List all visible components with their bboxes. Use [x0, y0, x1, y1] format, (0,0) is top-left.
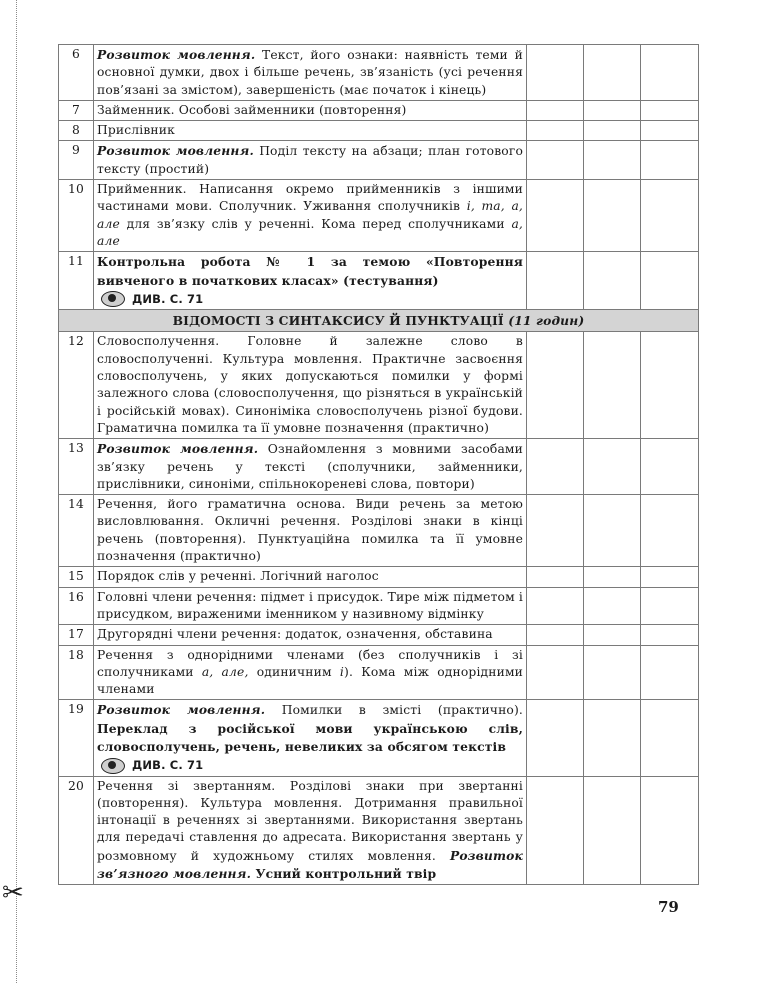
- table-row: [59, 121, 699, 141]
- table-row: [59, 100, 699, 120]
- empty-cell: [584, 625, 641, 645]
- table-row: [59, 587, 699, 625]
- empty-cell: [527, 587, 584, 625]
- topic-text: Порядок слів у реченні. Логічний наголос: [97, 569, 379, 584]
- empty-cell: [527, 567, 584, 587]
- topic-text: а, але: [97, 216, 523, 248]
- topic-text: Поділ тексту на абзаци; план готового тексту (простий): [97, 144, 523, 176]
- topic-text: Контрольна робота № 1 за темою «Повторення вивченого в початкових класах» (тестування): [97, 254, 523, 288]
- topic-text: Речення зі звертанням. Розділові знаки при звертанні (повторення). Культура мовлення. Дотримання правильної інтонації в реченнях зі звертаннями. Використання звертань для передачі ставлення до адресата. Використання звертань у розмовному й художньому стилях мовлення.: [97, 778, 523, 863]
- table-row: [59, 776, 699, 885]
- lesson-number: 20: [59, 776, 94, 885]
- empty-cell: [641, 121, 699, 141]
- empty-cell: [584, 495, 641, 567]
- topic-text: для зв’язку слів у реченні. Кома перед сполучниками: [119, 216, 512, 231]
- empty-cell: [527, 141, 584, 180]
- empty-cell: [527, 100, 584, 120]
- empty-cell: [584, 180, 641, 252]
- empty-cell: [641, 45, 699, 101]
- lesson-number: 18: [59, 645, 94, 700]
- empty-cell: [641, 587, 699, 625]
- section-hours: (11 годин): [508, 313, 585, 329]
- topic-text: Прийменник. Написання окремо прийменників з іншими частинами мови. Сполучник. Уживання сполучників: [97, 182, 523, 214]
- topic-text: Другорядні члени речення: додаток, означення, обставина: [97, 627, 493, 642]
- lesson-number: 17: [59, 625, 94, 645]
- lesson-number: 14: [59, 495, 94, 567]
- empty-cell: [641, 645, 699, 700]
- section-header-row: [59, 310, 699, 332]
- empty-cell: [527, 439, 584, 495]
- topic-text: Помилки в змісті (практично).: [265, 703, 523, 718]
- lesson-topic: [94, 100, 527, 120]
- empty-cell: [641, 700, 699, 776]
- lesson-number: 8: [59, 121, 94, 141]
- scissors-icon: ✂: [2, 878, 24, 908]
- empty-cell: [584, 252, 641, 310]
- table-row: [59, 252, 699, 310]
- topic-text: Текст, його ознаки: наявність теми й основної думки, двох і більше речень, зв’язаність (усі речення пов’язані за змістом), завершеність (має початок і кінець): [97, 48, 523, 97]
- lesson-topic: [94, 252, 527, 310]
- empty-cell: [584, 121, 641, 141]
- table-row: [59, 45, 699, 101]
- empty-cell: [527, 45, 584, 101]
- topic-text: Речення, його граматична основа. Види речень за метою висловлювання. Окличні речення. Розділові знаки в кінці речень (повторення). Пунктуаційна помилка та її умовне позначення (практично): [97, 497, 523, 564]
- table-row: [59, 180, 699, 252]
- empty-cell: [641, 495, 699, 567]
- empty-cell: [641, 625, 699, 645]
- empty-cell: [584, 587, 641, 625]
- empty-cell: [527, 180, 584, 252]
- topic-text: одиничним: [248, 664, 340, 679]
- empty-cell: [584, 567, 641, 587]
- section-header: [59, 310, 699, 332]
- topic-text: Розвиток мовлення.: [97, 143, 254, 159]
- table-row: [59, 567, 699, 587]
- lesson-number: 12: [59, 332, 94, 439]
- lesson-topic: [94, 439, 527, 495]
- empty-cell: [641, 252, 699, 310]
- empty-cell: [527, 700, 584, 776]
- lesson-topic: [94, 776, 527, 885]
- table-row: [59, 645, 699, 700]
- topic-text: ). Кома між однорідними членами: [97, 664, 524, 697]
- topic-text: Розвиток мовлення.: [97, 47, 256, 62]
- page-number: 79: [658, 898, 679, 916]
- empty-cell: [584, 100, 641, 120]
- topic-text: Займенник. Особові займенники (повторення): [97, 102, 407, 117]
- topic-text: Словосполучення. Головне й залежне слово в словосполученні. Культура мовлення. Практичне засвоєння словосполучень, у яких допускаються помилки у формі залежного слова (словосполучення, що різняться в українській і російській мовах). Синоніміка словосполучень різної будови. Граматична помилка та її умовне позначення (практично): [97, 334, 523, 435]
- lesson-number: 10: [59, 180, 94, 252]
- empty-cell: [641, 332, 699, 439]
- lesson-topic: [94, 495, 527, 567]
- reference-text: ДИВ. С. 71: [132, 758, 204, 773]
- topic-text: Ознайомлення з мовними засобами зв’язку речень у тексті (сполучники, займенники, прислівники, синоніми, спільнокореневі слова, повтори): [97, 442, 523, 491]
- topic-text: Переклад з російської мови українською слів, словосполучень, речень, невеликих за обсягом текстів: [97, 720, 523, 754]
- empty-cell: [527, 776, 584, 885]
- empty-cell: [527, 495, 584, 567]
- empty-cell: [584, 439, 641, 495]
- table-row: [59, 625, 699, 645]
- empty-cell: [641, 180, 699, 252]
- section-title: ВІДОМОСТІ З СИНТАКСИСУ Й ПУНКТУАЦІЇ: [172, 313, 504, 329]
- empty-cell: [527, 121, 584, 141]
- reference-link: [97, 757, 523, 774]
- lesson-number: 19: [59, 700, 94, 776]
- lesson-number: 11: [59, 252, 94, 310]
- lesson-number: 15: [59, 567, 94, 587]
- lesson-number: 16: [59, 587, 94, 625]
- lesson-topic: [94, 332, 527, 439]
- empty-cell: [584, 141, 641, 180]
- lesson-number: 9: [59, 141, 94, 180]
- empty-cell: [584, 332, 641, 439]
- empty-cell: [641, 100, 699, 120]
- lesson-topic: [94, 121, 527, 141]
- eye-icon: [101, 758, 125, 774]
- empty-cell: [641, 141, 699, 180]
- topic-text: Розвиток мовлення.: [97, 702, 266, 718]
- topic-text: і: [339, 664, 344, 679]
- topic-text: Розвиток зв’язного мовлення.: [97, 847, 523, 882]
- empty-cell: [641, 567, 699, 587]
- lesson-topic: [94, 567, 527, 587]
- empty-cell: [584, 645, 641, 700]
- topic-text: а, але,: [201, 664, 249, 679]
- lesson-topic: [94, 141, 527, 180]
- table-row: [59, 141, 699, 180]
- empty-cell: [584, 776, 641, 885]
- lesson-topic: [94, 625, 527, 645]
- table-row: [59, 332, 699, 439]
- table-row: [59, 495, 699, 567]
- lesson-number: 13: [59, 439, 94, 495]
- lesson-plan-table: [58, 44, 699, 885]
- table-row: [59, 439, 699, 495]
- reference-link: [97, 291, 523, 308]
- lesson-topic: [94, 45, 527, 101]
- lesson-number: 6: [59, 45, 94, 101]
- empty-cell: [527, 332, 584, 439]
- topic-text: Усний контрольний твір: [251, 866, 437, 882]
- empty-cell: [527, 625, 584, 645]
- empty-cell: [584, 700, 641, 776]
- empty-cell: [527, 645, 584, 700]
- reference-text: ДИВ. С. 71: [132, 291, 204, 306]
- lesson-topic: [94, 587, 527, 625]
- cut-line: [16, 0, 17, 983]
- topic-text: Прислівник: [97, 123, 175, 138]
- lesson-number: 7: [59, 100, 94, 120]
- empty-cell: [584, 45, 641, 101]
- empty-cell: [527, 252, 584, 310]
- eye-icon: [101, 291, 125, 307]
- topic-text: Речення з однорідними членами (без сполучників і зі сполучниками: [97, 647, 523, 679]
- empty-cell: [641, 776, 699, 885]
- topic-text: і, та, а, але: [97, 199, 523, 231]
- topic-text: Головні члени речення: підмет і присудок. Тире між підметом і присудком, вираженими іменником у називному відмінку: [97, 589, 523, 621]
- topic-text: Розвиток мовлення.: [97, 441, 259, 457]
- table-row: [59, 700, 699, 776]
- lesson-topic: [94, 700, 527, 776]
- lesson-topic: [94, 180, 527, 252]
- empty-cell: [641, 439, 699, 495]
- lesson-topic: [94, 645, 527, 700]
